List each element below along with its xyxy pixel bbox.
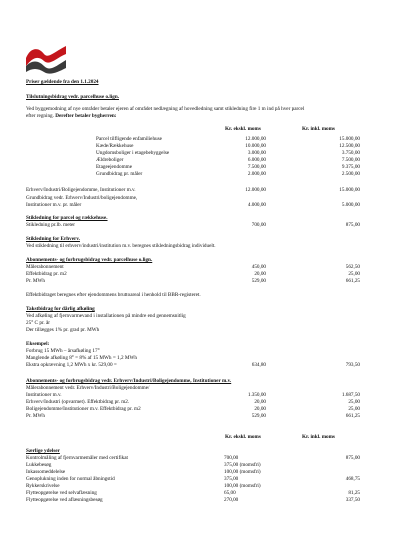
col-header-in-2: Kr. inkl. moms: [302, 434, 335, 440]
erhverv-grundbidrag-line: Grundbidrag vedr. Erhverv/Industri/boligejendomme,: [26, 195, 138, 201]
stik-erhverv-text: Ved stikledning til erhverv/industri/institution m.v. beregnes stikledningsbidrag individuelt.: [26, 243, 216, 249]
price-document: Priser gældende fra den 1.1.2024 Tilslutningsbidrag vedr. parcelhuse o.lign. Ved byggemodning af nye områder betaler ejeren af området nedlægning af hovedledning samt stikledning fire 1 m ind på hver parcel efter regning. Derefter betaler bygherren: Kr. ekskl. moms Kr. inkl. moms Parcel tilfligende enfamiliehuse 12.000,00 15.000,00 Kæde/Rækkehuse 10.000,00 12.500,00 Ungdomsboliger i etagebebyggelse 3.000,00 3.750,00 Ældreboliger 6.000,00 7.500,00 Etageejendomme 7.500,00 9.375,00 Grundbidrag pr. måler 2.000,00 2.500,00 Erhverv/Industri/Boligejendomme, Institutioner m.v. 12.000,00 15.000,00 Grundbidrag vedr. Erhverv/Industri/boligejendomme, Institutioner m.v. pr. måler 4.000,00 5.000,00 Stikledning for parcel og rækkehuse. Stikledning pr.lb. meter 700,00 875,00 Stikledning for Erhverv. Ved stikledning til erhverv/industri/institution m.v. beregnes stikledningsbidrag individuelt. Abonnements- og forbrugsbidrag vedr. parcelhuse o.lign. Målerabonnement 450,00 562,50 Effektbidrag pr. m2 20,00 25,00 Pr. MWh 529,00 661,25 Effektbidraget beregnes efter ejendommens bruttoareal i henhold til BBR-registeret. Takstbidrag for dårlig afkøling Ved afkøling af fjernvarmevand i installationen på mindre end gennemsnitlig 25° C pr. år Der tillægges 1% pr. grad pr. MWh Eksempel: Forbrug 15 MWh – årsafkøling 17° Manglende afkøling 8° = 8% af 15 MWh = 1,2 MWh Ekstra opkrævning 1,2 MWh x kr. 529,00 = 634,80 793,50 Abonnements- og forbrugsbidrag vedr. Erhverv/Industri/Boligejendomme, Institutioner m.v. Målerabonnement vedr. Erhverv/Industri/Boligejendomme/ Institutioner m.v. 1.350,00 1.687,50 Erhverv/Industri (opvarmet). Effektbidrag pr. m2. 20,00 25,00 Boligejendomme/Institutioner m.v. Effektbidrag pr. m2 20,00 25,00 Pr. MWh 529,00 661,25 Kr. ekskl. moms Kr. inkl. moms Særlige ydelser Kontrolmåling af fjernvarmemåler med certifikat 700,00 875,00 Lukkebesøg 375,00 (momsfri) Inkassomeddelelse 100,00 (momsfri) Genoplukning inden for normal åbningstid 375,00 468,75 Rykkerskrivelse 100,00 (momsfri) Flytteopgørelse ved selvaflæsning 65,00 81,25 Flytteopgørelse ved aflæsningsbesøg 270,00 337,50: [0, 0, 400, 550]
heading-saerlige: Særlige ydelser: [26, 448, 60, 454]
intro-line-1: Ved byggemodning af nye områder betaler ejeren af området nedlægning af hovedledning samt stikledning fire 1 m ind på hver parcel: [26, 106, 305, 112]
col-header-in: Kr. inkl. moms: [302, 126, 335, 132]
col-header-ex: Kr. ekskl. moms: [225, 126, 261, 132]
heading-stik-erhverv: Stikledning for Erhverv.: [26, 236, 80, 242]
col-header-ex-2: Kr. ekskl. moms: [225, 434, 261, 440]
company-logo: [24, 42, 68, 74]
heading-stik-parcel: Stikledning for parcel og rækkehuse.: [26, 215, 108, 221]
eksempel-line-2: Manglende afkøling 8° = 8% af 15 MWh = 1,2 MWh: [26, 355, 137, 361]
document-title: Priser gældende fra den 1.1.2024: [26, 79, 99, 85]
effekt-note: Effektbidraget beregnes efter ejendommens bruttoareal i henhold til BBR-registeret.: [26, 292, 201, 298]
eksempel-line-1: Forbrug 15 MWh – årsafkøling 17°: [26, 348, 100, 354]
intro-line-2: efter regning. Derefter betaler bygherren:: [26, 113, 117, 119]
heading-takst: Takstbidrag for dårlig afkøling: [26, 306, 95, 312]
abon2-sub: Målerabonnement vedr. Erhverv/Industri/Boligejendomme/: [26, 385, 150, 391]
takst-line-1: Ved afkøling af fjernvarmevand i installationen på mindre end gennemsnitlig: [26, 313, 186, 319]
heading-tilslutning: Tilslutningsbidrag vedr. parcelhuse o.lign.: [26, 94, 120, 100]
heading-abon-parcel: Abonnements- og forbrugsbidrag vedr. parcelhuse o.lign.: [26, 257, 153, 263]
takst-line-3: Der tillægges 1% pr. grad pr. MWh: [26, 327, 100, 333]
takst-line-2: 25° C pr. år: [26, 320, 50, 326]
heading-abon-erhverv: Abonnements- og forbrugsbidrag vedr. Erhverv/Industri/Boligejendomme, Institutioner m.v.: [26, 378, 232, 384]
heading-eksempel: Eksempel:: [26, 341, 50, 347]
